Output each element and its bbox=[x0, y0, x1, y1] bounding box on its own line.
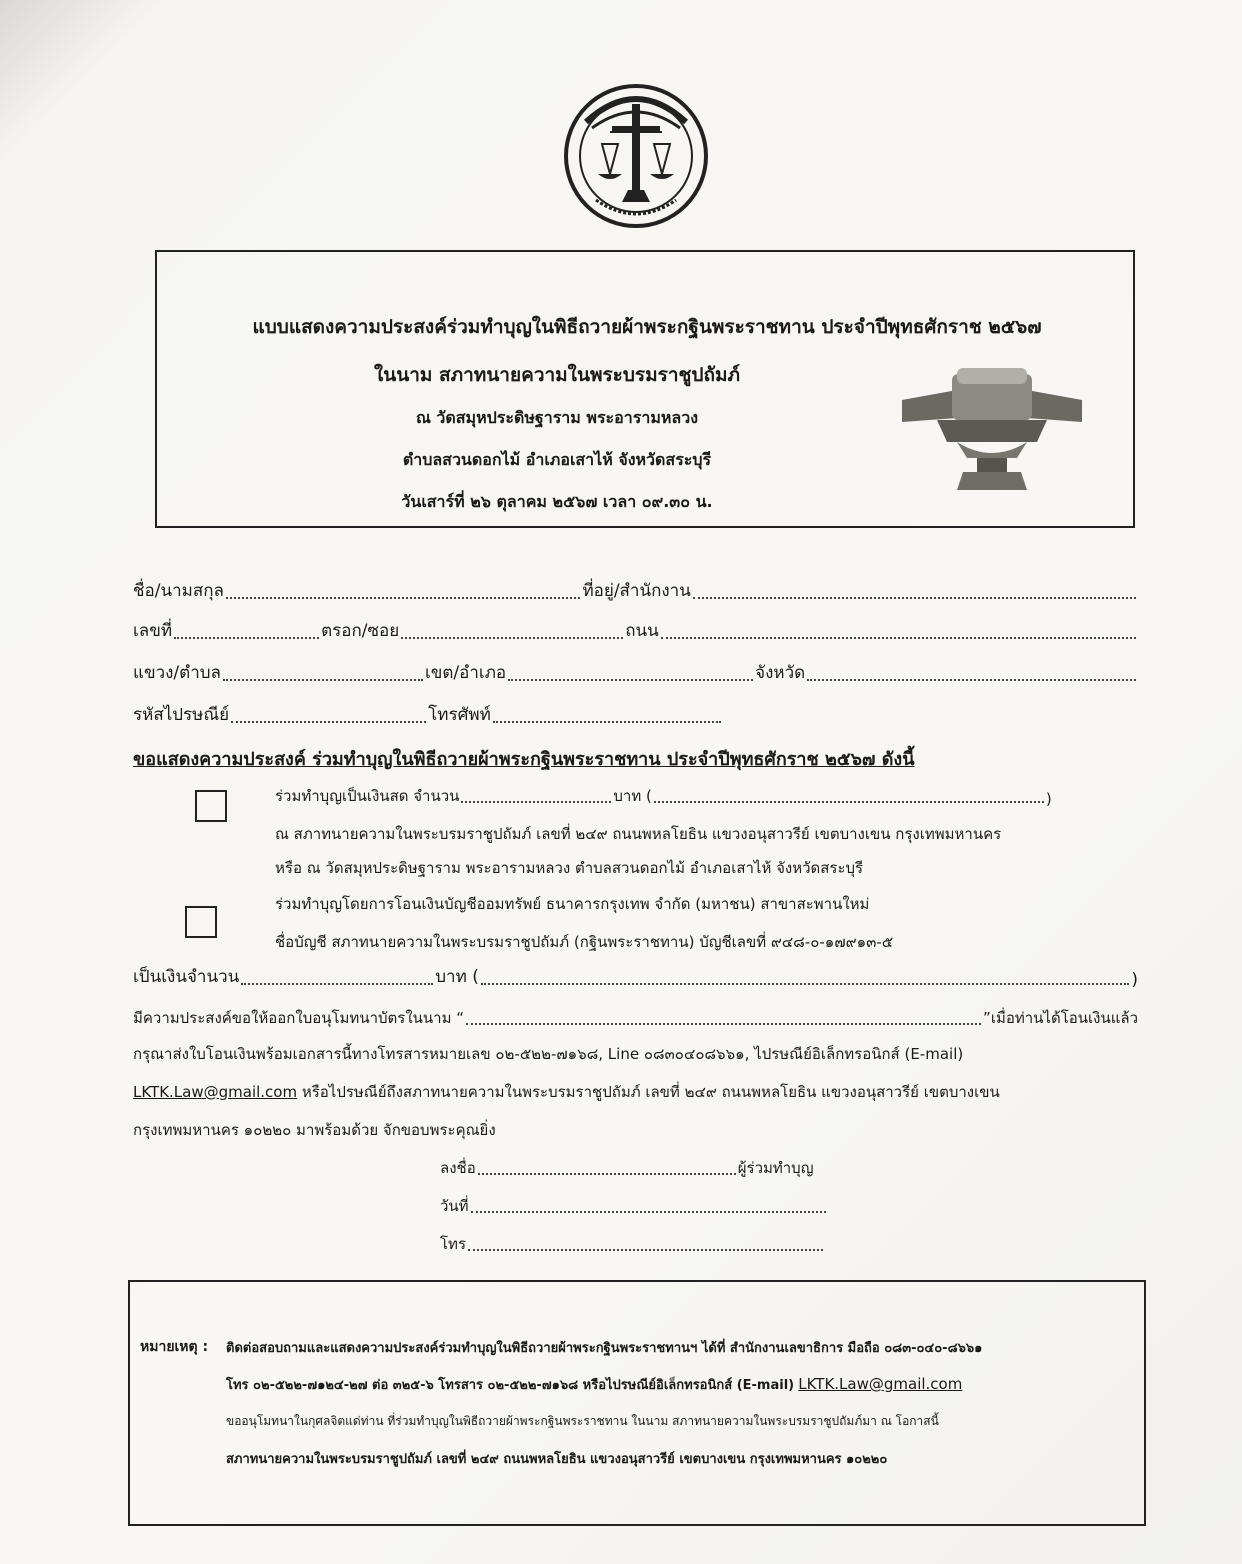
note-thanks-line: ขออนุโมทนาในกุศลจิตแด่ท่าน ที่ร่วมทำบุญในพิธีถวายผ้าพระกฐินพระราชทาน ในนาม สภาทนายความในพระบรมราชูปถัมภ์มา ณ โอกาสนี้ bbox=[226, 1414, 939, 1428]
house-no-label: เลขที่ bbox=[133, 621, 173, 641]
form-title: แบบแสดงความประสงค์ร่วมทำบุญในพิธีถวายผ้าพระกฐินพระราชทาน ประจำปีพุทธศักราช ๒๕๖๗ bbox=[252, 316, 1042, 338]
note-label: หมายเหตุ : bbox=[140, 1339, 209, 1355]
email-link[interactable]: LKTK.Law@gmail.com bbox=[133, 1083, 298, 1101]
name-address-row bbox=[133, 578, 1138, 604]
phone-field[interactable] bbox=[493, 720, 721, 723]
alley-field[interactable] bbox=[401, 636, 623, 639]
tel-label: โทร bbox=[440, 1235, 467, 1253]
certificate-name-field[interactable] bbox=[466, 1022, 981, 1025]
instructions-line-2-text: หรือไปรษณีย์ถึงสภาทนายความในพระบรมราชูปถัมภ์ เลขที่ ๒๔๙ ถนนพหลโยธิน แขวงอนุสาวรีย์ เขตบางเขน bbox=[297, 1083, 1000, 1101]
house-no-field[interactable] bbox=[174, 636, 319, 639]
cash-option-label: ร่วมทำบุญเป็นเงินสด จำนวน bbox=[275, 787, 460, 805]
temple-location: ตำบลสวนดอกไม้ อำเภอเสาไห้ จังหวัดสระบุรี bbox=[402, 450, 712, 469]
monk-robe-offering-image bbox=[897, 360, 1087, 500]
cash-place-alt-line: หรือ ณ วัดสมุหประดิษฐาราม พระอารามหลวง ตำบลสวนดอกไม้ อำเภอเสาไห้ จังหวัดสระบุรี bbox=[275, 859, 864, 877]
address-label: ที่อยู่/สำนักงาน bbox=[582, 581, 691, 601]
cash-amount-words-field[interactable] bbox=[654, 800, 1044, 803]
amount-words-field[interactable] bbox=[481, 982, 1130, 985]
temple-name: ณ วัดสมุหประดิษฐาราม พระอารามหลวง bbox=[415, 408, 699, 427]
amount-baht-label: บาท ( bbox=[435, 967, 479, 987]
street-row bbox=[133, 618, 1138, 644]
postcode-field[interactable] bbox=[231, 720, 426, 723]
transfer-donation-checkbox[interactable] bbox=[185, 906, 217, 938]
phone-label: โทรศัพท์ bbox=[428, 705, 491, 725]
lawyers-council-seal-logo bbox=[562, 82, 710, 230]
district-field[interactable] bbox=[508, 678, 753, 681]
transfer-bank-line: ร่วมทำบุญโดยการโอนเงินบัญชีออมทรัพย์ ธนาคารกรุงเทพ จำกัด (มหาชน) สาขาสะพานใหม่ bbox=[275, 895, 870, 913]
note-box bbox=[128, 1280, 1146, 1526]
title-box bbox=[155, 250, 1135, 528]
signature-label: ลงชื่อ bbox=[440, 1159, 476, 1177]
postcode-label: รหัสไปรษณีย์ bbox=[133, 705, 230, 725]
district-row bbox=[133, 660, 1138, 686]
cash-place-line: ณ สภาทนายความในพระบรมราชูปถัมภ์ เลขที่ ๒๔๙ ถนนพหลโยธิน แขวงอนุสาวรีย์ เขตบางเขน กรุงเทพมหานคร bbox=[275, 825, 1002, 843]
date-field[interactable] bbox=[471, 1210, 826, 1213]
name-field[interactable] bbox=[226, 596, 581, 599]
amount-row bbox=[133, 964, 1138, 990]
signature-field[interactable] bbox=[478, 1172, 736, 1175]
cash-option-line bbox=[275, 784, 1052, 808]
cash-baht-label: บาท ( bbox=[613, 787, 652, 805]
amount-close-paren: ) bbox=[1131, 970, 1138, 990]
intent-heading: ขอแสดงความประสงค์ ร่วมทำบุญในพิธีถวายผ้าพระกฐินพระราชทาน ประจำปีพุทธศักราช ๒๕๖๗ ดังนี้ bbox=[133, 749, 915, 770]
name-label: ชื่อ/นามสกุล bbox=[133, 581, 224, 601]
signature-tail: ผู้ร่วมทำบุญ bbox=[737, 1159, 814, 1177]
subdistrict-label: แขวง/ตำบล bbox=[133, 663, 221, 683]
certificate-label: มีความประสงค์ขอให้ออกใบอนุโมทนาบัตรในนาม “ bbox=[133, 1009, 464, 1027]
address-field[interactable] bbox=[693, 596, 1136, 599]
cash-amount-field[interactable] bbox=[461, 800, 611, 803]
certificate-tail: ”เมื่อท่านได้โอนเงินแล้ว bbox=[983, 1009, 1138, 1027]
subdistrict-field[interactable] bbox=[223, 678, 423, 681]
instructions-line-2 bbox=[133, 1080, 1138, 1104]
alley-label: ตรอก/ซอย bbox=[321, 621, 400, 641]
road-label: ถนน bbox=[625, 621, 659, 641]
cash-donation-checkbox[interactable] bbox=[195, 790, 227, 822]
note-email-link[interactable]: LKTK.Law@gmail.com bbox=[798, 1375, 963, 1393]
instructions-line-1: กรุณาส่งใบโอนเงินพร้อมเอกสารนี้ทางโทรสารหมายเลข ๐๒-๕๒๒-๗๑๖๘, Line ๐๘๓๐๔๐๘๖๖๑, ไปรษณีย์อิเล็กทรอนิกส์ (E-mail) bbox=[133, 1045, 964, 1063]
note-phone-text: โทร ๐๒-๕๒๒-๗๑๒๔-๒๗ ต่อ ๓๒๕-๖ โทรสาร ๐๒-๕๒๒-๗๑๖๘ หรือไปรษณีย์อิเล็กทรอนิกส์ (E-mail) bbox=[226, 1378, 795, 1393]
ceremony-date: วันเสาร์ที่ ๒๖ ตุลาคม ๒๕๖๗ เวลา ๐๙.๓๐ น. bbox=[401, 492, 713, 511]
organization-name: ในนาม สภาทนายความในพระบรมราชูปถัมภ์ bbox=[373, 364, 741, 386]
note-contact-line: ติดต่อสอบถามและแสดงความประสงค์ร่วมทำบุญในพิธีถวายผ้าพระกฐินพระราชทานฯ ได้ที่ สำนักงานเลขาธิการ มือถือ ๐๘๓-๐๔๐-๘๖๖๑ bbox=[226, 1341, 983, 1356]
tel-line bbox=[440, 1232, 825, 1256]
province-field[interactable] bbox=[807, 678, 1136, 681]
tel-field[interactable] bbox=[468, 1248, 823, 1251]
note-phone-line bbox=[226, 1374, 962, 1395]
postcode-row bbox=[133, 702, 723, 728]
instructions-line-3: กรุงเทพมหานคร ๑๐๒๒๐ มาพร้อมด้วย จักขอบพระคุณยิ่ง bbox=[133, 1121, 496, 1139]
district-label: เขต/อำเภอ bbox=[424, 663, 507, 683]
cash-close-paren: ) bbox=[1045, 790, 1052, 808]
amount-field[interactable] bbox=[241, 982, 433, 985]
date-line bbox=[440, 1194, 828, 1218]
date-label: วันที่ bbox=[440, 1197, 469, 1215]
amount-label: เป็นเงินจำนวน bbox=[133, 967, 240, 987]
province-label: จังหวัด bbox=[755, 663, 806, 683]
road-field[interactable] bbox=[661, 636, 1136, 639]
signature-line bbox=[440, 1156, 814, 1180]
certificate-row bbox=[133, 1004, 1138, 1030]
transfer-account-line: ชื่อบัญชี สภาทนายความในพระบรมราชูปถัมภ์ (กฐินพระราชทาน) บัญชีเลขที่ ๙๔๘-๐-๑๗๙๑๓-๕ bbox=[275, 933, 894, 951]
note-address-line: สภาทนายความในพระบรมราชูปถัมภ์ เลขที่ ๒๔๙ ถนนพหลโยธิน แขวงอนุสาวรีย์ เขตบางเขน กรุงเทพมหานคร ๑๐๒๒๐ bbox=[226, 1452, 888, 1467]
